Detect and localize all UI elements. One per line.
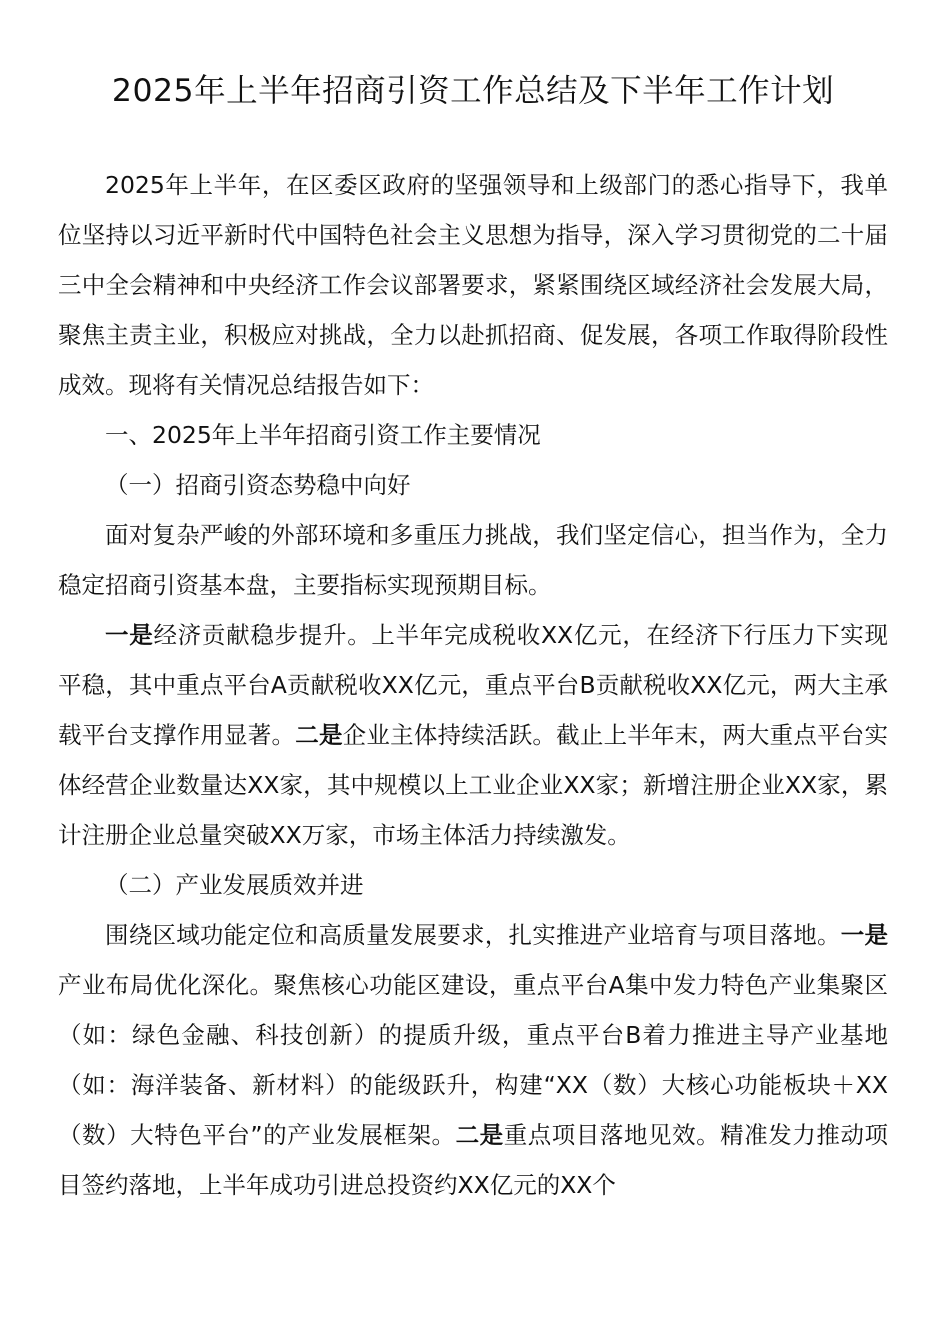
point-lead-3: 一是 (840, 921, 888, 949)
subsection-2-paragraph (58, 910, 888, 1210)
point-text-1: 经济贡献稳步提升。上半年完成税收XX亿元，在经济下行压力下实现平稳，其中重点平台A贡献税收XX亿元，重点平台B贡献税收XX亿元，两大主承载平台支撑作用显著。 (58, 621, 889, 749)
subsection-1-points (58, 610, 888, 860)
intro-paragraph: 2025年上半年，在区委区政府的坚强领导和上级部门的悉心指导下，我单位坚持以习近平新时代中国特色社会主义思想为指导，深入学习贯彻党的二十届三中全会精神和中央经济工作会议部署要求，紧紧围绕区域经济社会发展大局，聚焦主责主业，积极应对挑战，全力以赴抓招商、促发展，各项工作取得阶段性成效。现将有关情况总结报告如下： (58, 171, 888, 399)
document-body (58, 160, 888, 1210)
point-lead-2: 二是 (295, 721, 343, 749)
point-lead-4: 二是 (455, 1121, 504, 1149)
subsection-heading-2: （二）产业发展质效并进 (105, 871, 364, 899)
section-heading-1: 一、2025年上半年招商引资工作主要情况 (105, 421, 541, 449)
subsection-2-intro: 围绕区域功能定位和高质量发展要求，扎实推进产业培育与项目落地。 (105, 921, 841, 949)
point-text-4: 重点项目落地见效。精准发力推动项目签约落地，上半年成功引进总投资约XX亿元的XX个 (58, 1121, 889, 1199)
point-text-3: 产业布局优化深化。聚焦核心功能区建设，重点平台A集中发力特色产业集聚区（如：绿色金融、科技创新）的提质升级，重点平台B着力推进主导产业基地（如：海洋装备、新材料）的能级跃升，构建“XX（数）大核心功能板块＋XX（数）大特色平台”的产业发展框架。 (58, 971, 888, 1149)
subsection-heading-1: （一）招商引资态势稳中向好 (105, 471, 411, 499)
point-text-2: 企业主体持续活跃。截止上半年末，两大重点平台实体经营企业数量达XX家，其中规模以上工业企业XX家；新增注册企业XX家，累计注册企业总量突破XX万家，市场主体活力持续激发。 (58, 721, 889, 849)
document-title: 2025年上半年招商引资工作总结及下半年工作计划 (111, 73, 835, 109)
subsection-1-intro: 面对复杂严峻的外部环境和多重压力挑战，我们坚定信心，担当作为，全力稳定招商引资基本盘，主要指标实现预期目标。 (58, 521, 888, 599)
point-lead-1: 一是 (105, 621, 154, 649)
